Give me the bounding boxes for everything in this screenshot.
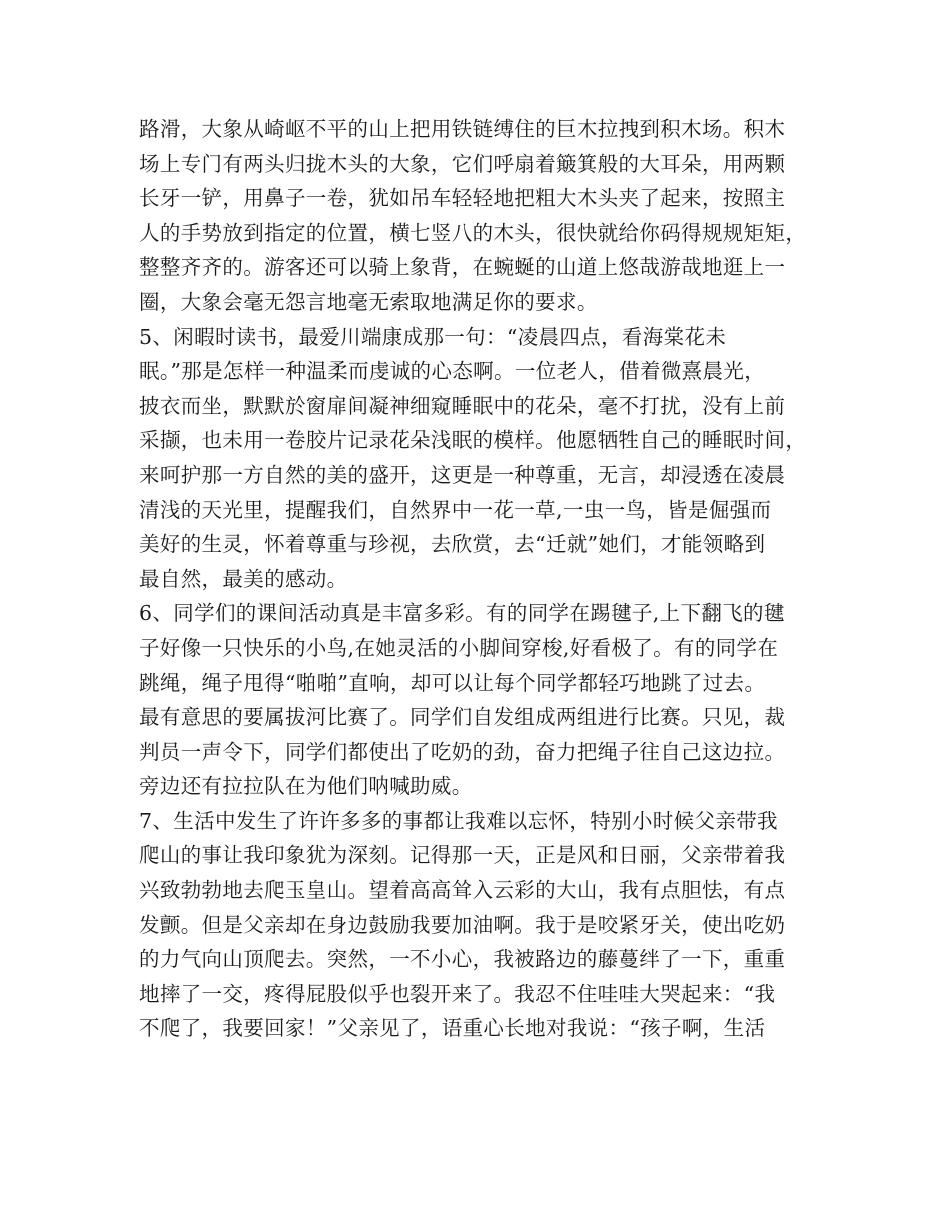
text-line: 路滑，大象从崎岖不平的山上把用铁链缚住的巨木拉拽到积木场。积木 — [139, 117, 786, 141]
text-line: 清浅的天光里，提醒我们，自然界中一花一草,一虫一鸟，皆是倔强而 — [139, 497, 772, 522]
text-line: 地摔了一交，疼得屁股似乎也裂开来了。我忍不住哇哇大哭起来：“我 — [139, 981, 776, 1006]
text-line: 子好像一只快乐的小鸟,在她灵活的小脚间穿梭,好看极了。有的同学在 — [139, 635, 779, 660]
text-line: 最自然，最美的感动。 — [139, 566, 348, 591]
text-line: 6、同学们的课间活动真是丰富多彩。有的同学在踢毽子,上下翻飞的毽 — [139, 601, 785, 626]
text-line: 最有意思的要属拔河比赛了。同学们自发组成两组进行比赛。只见，裁 — [139, 705, 786, 730]
text-line: 不爬了，我要回家！”父亲见了，语重心长地对我说：“孩子啊，生活 — [139, 1016, 766, 1041]
text-line: 场上专门有两头归拢木头的大象，它们呼扇着簸箕般的大耳朵，用两颗 — [139, 151, 786, 176]
text-line: 来呵护那一方自然的美的盛开，这更是一种尊重，无言，却浸透在凌晨 — [139, 462, 786, 487]
text-line: 判员一声令下，同学们都使出了吃奶的劲，奋力把绳子往自己这边拉。 — [139, 739, 786, 764]
text-line: 5、闲暇时读书，最爱川端康成那一句：“凌晨四点，看海棠花未 — [139, 324, 727, 349]
body-text — [139, 112, 819, 1046]
text-line: 圈，大象会毫无怨言地毫无索取地满足你的要求。 — [139, 289, 598, 314]
text-line: 发颤。但是父亲却在身边鼓励我要加油啊。我于是咬紧牙关，使出吃奶 — [139, 912, 786, 937]
text-line: 旁边还有拉拉队在为他们呐喊助威。 — [139, 774, 473, 799]
text-line: 跳绳，绳子甩得“啪啪”直响，却可以让每个同学都轻巧地跳了过去。 — [139, 670, 766, 695]
text-line: 整整齐齐的。游客还可以骑上象背，在蜿蜒的山道上悠哉游哉地逛上一 — [139, 255, 786, 280]
text-line: 人的手势放到指定的位置，横七竖八的木头，很快就给你码得规规矩矩， — [139, 220, 807, 245]
text-line: 7、生活中发生了许许多多的事都让我难以忘怀，特别小时候父亲带我 — [139, 808, 778, 833]
text-line: 爬山的事让我印象犹为深刻。记得那一天，正是风和日丽，父亲带着我 — [139, 843, 786, 868]
text-line: 美好的生灵，怀着尊重与珍视，去欣赏，去“迁就”她们，才能领略到 — [139, 532, 766, 557]
text-line: 兴致勃勃地去爬玉皇山。望着高高耸入云彩的大山，我有点胆怯，有点 — [139, 878, 786, 903]
text-line: 眠。”那是怎样一种温柔而虔诚的心态啊。一位老人，借着微熹晨光， — [139, 359, 766, 384]
text-line: 采撷，也未用一卷胶片记录花朵浅眠的模样。他愿牺牲自己的睡眠时间， — [139, 428, 807, 453]
text-line: 长牙一铲，用鼻子一卷，犹如吊车轻轻地把粗大木头夹了起来，按照主 — [139, 186, 786, 211]
text-line: 的力气向山顶爬去。突然，一不小心，我被路边的藤蔓绊了一下，重重 — [139, 947, 786, 972]
text-line: 披衣而坐，默默於窗扉间凝神细窥睡眠中的花朵，毫不打扰，没有上前 — [139, 393, 786, 418]
